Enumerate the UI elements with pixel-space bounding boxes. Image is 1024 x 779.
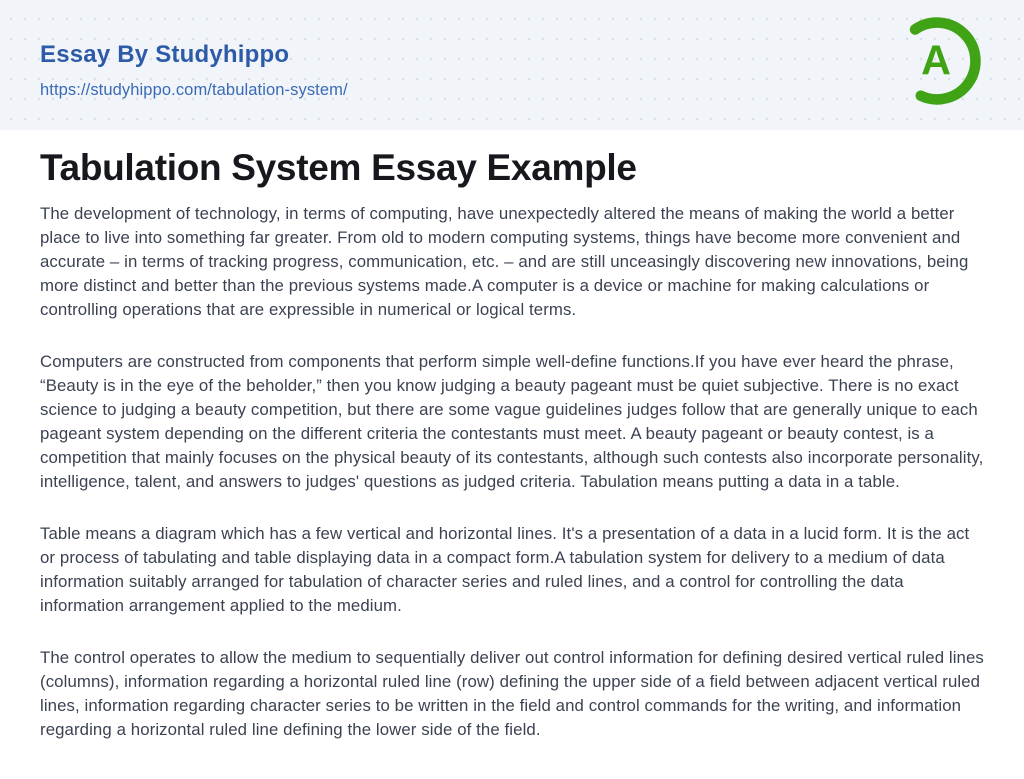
source-url-link[interactable]: https://studyhippo.com/tabulation-system/ — [40, 81, 348, 100]
essay-paragraph-4: The control operates to allow the medium to sequentially deliver out control information for defining desired vertical ruled lines (columns), information regarding a horizontal ruled line (row) defining the upper side of a field between adjacent vertical ruled lines, information regarding character series to be written in the field and control commands for the writing, and information regarding a horizontal ruled line defining the lower side of the field. — [40, 647, 984, 739]
essay-paragraph-3: Table means a diagram which has a few vertical and horizontal lines. It's a presentation of a data in a lucid form. It is the act or process of tabulating and table displaying data in a compact form.A tabulation system for delivery to a medium of data information suitably arranged for tabulation of character series and ruled lines, and a control for controlling the data information arrangement applied to the medium. — [40, 523, 970, 615]
site-title: Essay By Studyhippo — [40, 41, 290, 68]
header-text-block — [40, 42, 1024, 100]
logo-arc-icon — [889, 13, 985, 109]
essay-paragraph-1: The development of technology, in terms of computing, have unexpectedly altered the means of making the world a better place to live into something far greater. From old to modern computing systems, things have become more convenient and accurate – in terms of tracking progress, communication, etc. – and are still unceasingly discovering new innovations, being more distinct and better than the previous systems made.A computer is a device or machine for making calculations or controlling operations that are expressible in numerical or logical terms. — [40, 203, 969, 319]
essay-article — [0, 147, 1024, 742]
essay-paragraph-2: Computers are constructed from components that perform simple well-define functions.If you have ever heard the phrase, “Beauty is in the eye of the beholder,” then you know judging a beauty pageant must be quiet subjective. There is no exact science to judging a beauty competition, but there are some vague guidelines judges follow that are generally unique to each pageant system depending on the different criteria the contestants must meet. A beauty pageant or beauty contest, is a competition that mainly focuses on the physical beauty of its contestants, although such contests also incorporate personality, intelligence, talent, and answers to judges' questions as judged criteria. Tabulation means putting a data in a table. — [40, 351, 984, 491]
essay-title: Tabulation System Essay Example — [40, 147, 637, 188]
page-header — [0, 0, 1024, 130]
logo-letter: A — [921, 37, 951, 84]
studyhippo-logo-icon — [889, 13, 985, 109]
